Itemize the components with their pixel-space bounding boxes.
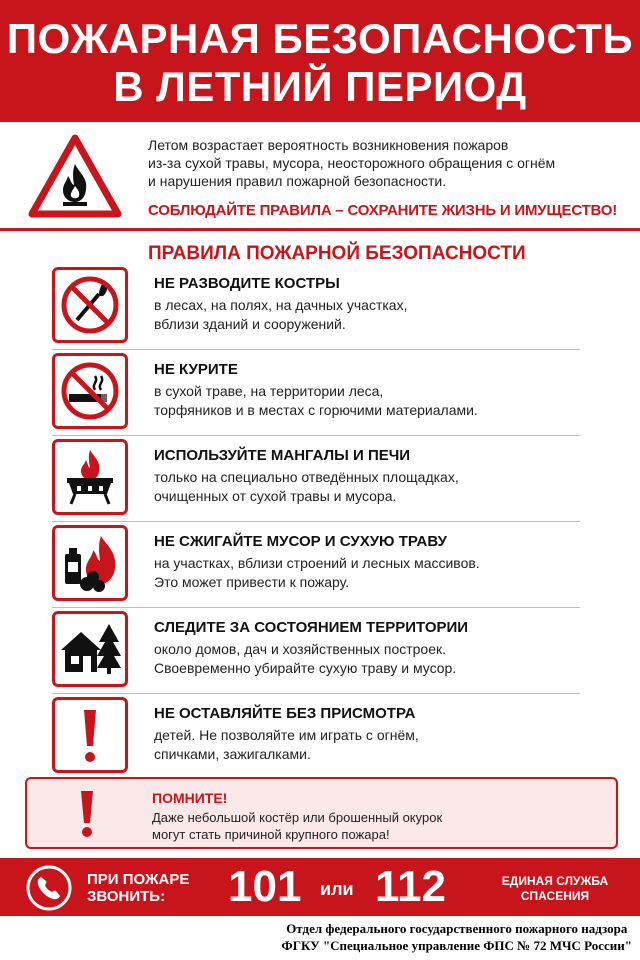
burning-trash-icon [55, 528, 125, 598]
intro-text: Летом возрастает вероятность возникновения пожаров из-за сухой травы, мусора, неосторожного обращения с огнём и нарушения правил пожарной безопасности. [148, 137, 556, 189]
rule-description: в лесах, на полях, на дачных участках, вблизи зданий и сооружений. [154, 297, 408, 332]
house-tree-icon [55, 614, 125, 684]
rules-title: ПРАВИЛА ПОЖАРНОЙ БЕЗОПАСНОСТИ [148, 243, 526, 264]
remember-text: Даже небольшой костёр или брошенный окурок могут стать причиной крупного пожара! [152, 810, 443, 842]
rule-description: на участках, вблизи строений и лесных массивов. Это может привести к пожару. [154, 555, 480, 590]
no-matches-icon [55, 270, 125, 340]
exclamation-icon [55, 700, 125, 770]
fire-warning-triangle-icon [28, 134, 122, 218]
rule-title: НЕ СЖИГАЙТЕ МУСОР И СУХУЮ ТРАВУ [154, 533, 447, 550]
or-label: или [320, 879, 354, 899]
rule-item [0, 435, 640, 521]
rule-title: ИСПОЛЬЗУЙТЕ МАНГАЛЫ И ПЕЧИ [154, 447, 411, 464]
intro-section [0, 122, 640, 230]
rule-description: около домов, дач и хозяйственных построек. Своевременно убирайте сухую траву и мусор. [154, 641, 457, 676]
remember-title: ПОМНИТЕ! [152, 790, 228, 806]
rule-title: НЕ ОСТАВЛЯЙТЕ БЕЗ ПРИСМОТРА [154, 705, 416, 722]
emergency-number-112[interactable]: 112 [375, 862, 446, 911]
rule-title: СЛЕДИТЕ ЗА СОСТОЯНИЕМ ТЕРРИТОРИИ [154, 619, 469, 636]
call-label: ПРИ ПОЖАРЕ ЗВОНИТЬ: [87, 871, 190, 905]
rule-description: детей. Не позволяйте им играть с огнём, спичками, зажигалками. [154, 727, 419, 762]
emergency-number-101[interactable]: 101 [228, 862, 302, 911]
rule-title: НЕ КУРИТЕ [154, 361, 238, 378]
service-label: ЕДИНАЯ СЛУЖБА СПАСЕНИЯ [501, 874, 609, 903]
credit-text: Отдел федерального государственного пожарного надзора ФГКУ "Специальное управление ФПС № 72 МЧС России" [281, 921, 632, 953]
rule-title: НЕ РАЗВОДИТЕ КОСТРЫ [154, 275, 340, 292]
slogan: СОБЛЮДАЙТЕ ПРАВИЛА – СОХРАНИТЕ ЖИЗНЬ И ИМУЩЕСТВО! [148, 202, 618, 219]
divider [0, 228, 640, 231]
phone-icon [25, 864, 73, 912]
rule-description: только на специально отведённых площадках, очищенных от сухой травы и мусора. [154, 469, 459, 504]
exclamation-icon [77, 789, 97, 839]
page-title-line1: ПОЖАРНАЯ БЕЗОПАСНОСТЬ [6, 15, 634, 62]
rule-description: в сухой траве, на территории леса, торфяников и в местах с горючими материалами. [154, 383, 478, 418]
rule-item [0, 693, 640, 779]
rule-item [0, 349, 640, 435]
header-banner [0, 0, 640, 122]
rule-item [0, 521, 640, 607]
grill-icon [55, 442, 125, 512]
page-title-line2: В ЛЕТНИЙ ПЕРИОД [113, 63, 527, 110]
remember-box [25, 777, 618, 849]
rule-item [0, 263, 640, 349]
emergency-footer [0, 858, 640, 916]
no-smoking-icon [55, 356, 125, 426]
rule-item [0, 607, 640, 693]
